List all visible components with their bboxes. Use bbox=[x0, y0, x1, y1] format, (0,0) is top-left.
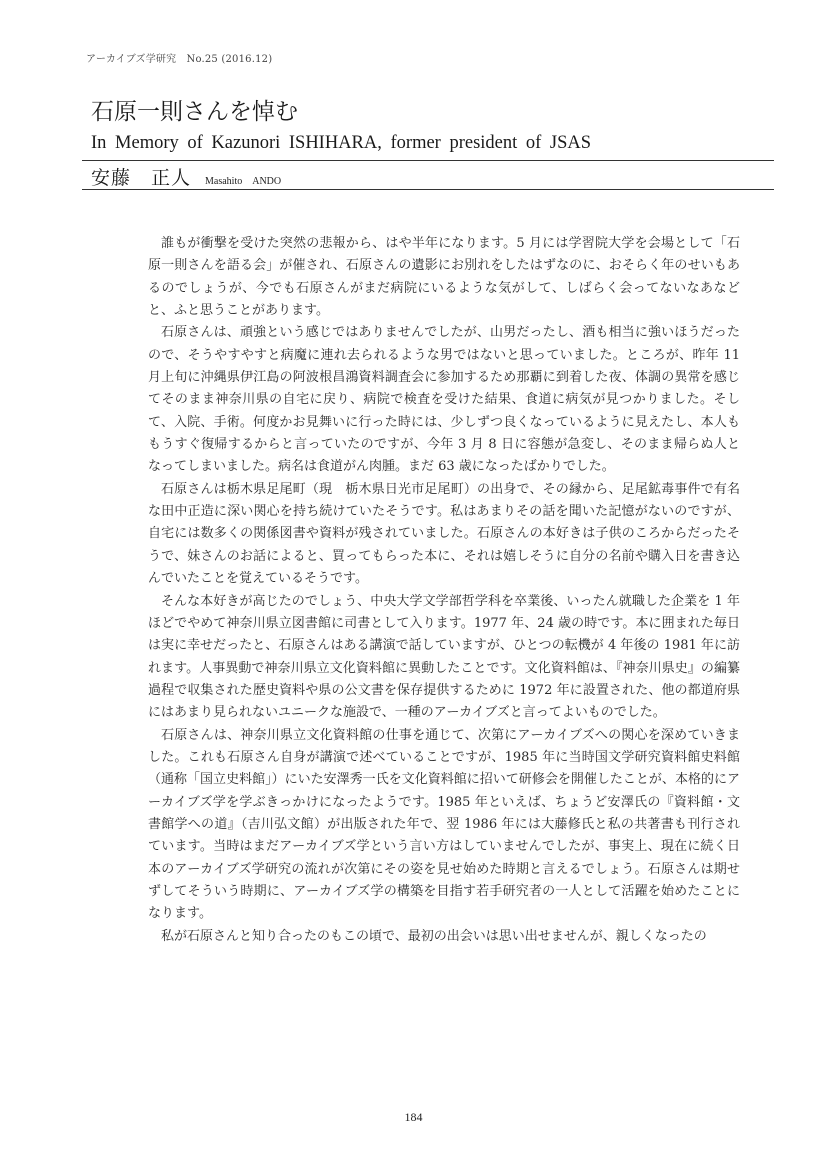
author-line bbox=[91, 163, 281, 187]
paragraph: 石原さんは栃木県足尾町（現 栃木県日光市足尾町）の出身で、その縁から、足尾鉱毒事件で有名な田中正造に深い関心を持ち続けていたそうです。私はあまりその話を聞いた記憶がないのですが、自宅には数多くの関係図書や資料が残されていました。石原さんの本好きは子供のころからだったそうで、妹さんのお話によると、買ってもらった本に、それは嬉しそうに自分の名前や購入日を書き込んでいたことを覚えているそうです。 bbox=[148, 481, 740, 587]
running-head: アーカイブズ学研究 No.25 (2016.12) bbox=[86, 54, 273, 65]
article-title-japanese: 石原一則さんを悼む bbox=[91, 99, 298, 125]
paragraph: そんな本好きが高じたのでしょう、中央大学文学部哲学科を卒業後、いったん就職した企業を 1 年ほどでやめて神奈川県立図書館に司書として入ります。1977 年、24 歳の時です。本に囲まれた毎日は実に幸せだったと、石原さんはある講演で話していますが、ひとつの転機が 4 年後の 1981 年に訪れます。人事異動で神奈川県立文化資料館に異動したことです。文化資料館は、『神奈川県史』の編纂過程で収集された歴史資料や県の公文書を保存提供するために 1972 年に設置された、他の都道府県にはあまり見られないユニークな施設で、一種のアーカイブズと言ってよいものでした。 bbox=[148, 593, 740, 721]
author-name-english: Masahito ANDO bbox=[205, 176, 282, 187]
paragraph: 誰もが衝撃を受けた突然の悲報から、はや半年になります。5 月には学習院大学を会場として「石原一則さんを語る会」が催され、石原さんの遺影にお別れをしたはずなのに、おそらく年のせいもあるのでしょうが、今でも石原さんがまだ病院にいるような気がして、しばらく会ってないなあなどと、ふと思うことがあります。 bbox=[148, 236, 740, 319]
article-title-english: In Memory of Kazunori ISHIHARA, former president of JSAS bbox=[91, 133, 592, 153]
author-name-japanese: 安藤 正人 bbox=[91, 167, 192, 189]
paragraph: 私が石原さんと知り合ったのもこの頃で、最初の出会いは思い出せませんが、親しくなったの bbox=[161, 928, 707, 944]
page-number: 184 bbox=[404, 1110, 423, 1124]
paragraph: 石原さんは、神奈川県立文化資料館の仕事を通じて、次第にアーカイブズへの関心を深めていきました。これも石原さん自身が講演で述べていることですが、1985 年に当時国文学研究資料館史料館（通称「国立史料館」）にいた安澤秀一氏を文化資料館に招いて研修会を開催したことが、本格的にアーカイブズ学を学ぶきっかけになったようです。1985 年といえば、ちょうど安澤氏の『資料館・文書館学への道』（吉川弘文館）が出版された年で、翌 1986 年には大藤修氏と私の共著書も刊行されています。当時はまだアーカイブズ学という言い方はしていませんでしたが、事実上、現在に続く日本のアーカイブズ学研究の流れが次第にその姿を見せ始めた時期と言えるでしょう。石原さんは期せずしてそういう時期に、アーカイブズ学の構築を目指す若手研究者の一人として活躍を始めたことになります。 bbox=[148, 727, 740, 922]
title-rule-top bbox=[82, 160, 774, 161]
article-body bbox=[148, 233, 740, 948]
paragraph: 石原さんは、頑強という感じではありませんでしたが、山男だったし、酒も相当に強いほうだったので、そうやすやすと病魔に連れ去られるような男ではないと思っていました。ところが、昨年 11 月上旬に沖縄県伊江島の阿波根昌鴻資料調査会に参加するため那覇に到着した夜、体調の異常を感じてそのまま神奈川県の自宅に戻り、病院で検査を受けた結果、食道に病気が見つかりました。そして、入院、手術。何度かお見舞いに行った時には、少しずつ良くなっているように見えたし、本人ももうすぐ復帰するからと言っていたのですが、今年 3 月 8 日に容態が急変し、そのまま帰らぬ人となってしまいました。病名は食道がん肉腫。まだ 63 歳になったばかりでした。 bbox=[148, 325, 740, 475]
title-rule-bottom bbox=[82, 189, 774, 190]
